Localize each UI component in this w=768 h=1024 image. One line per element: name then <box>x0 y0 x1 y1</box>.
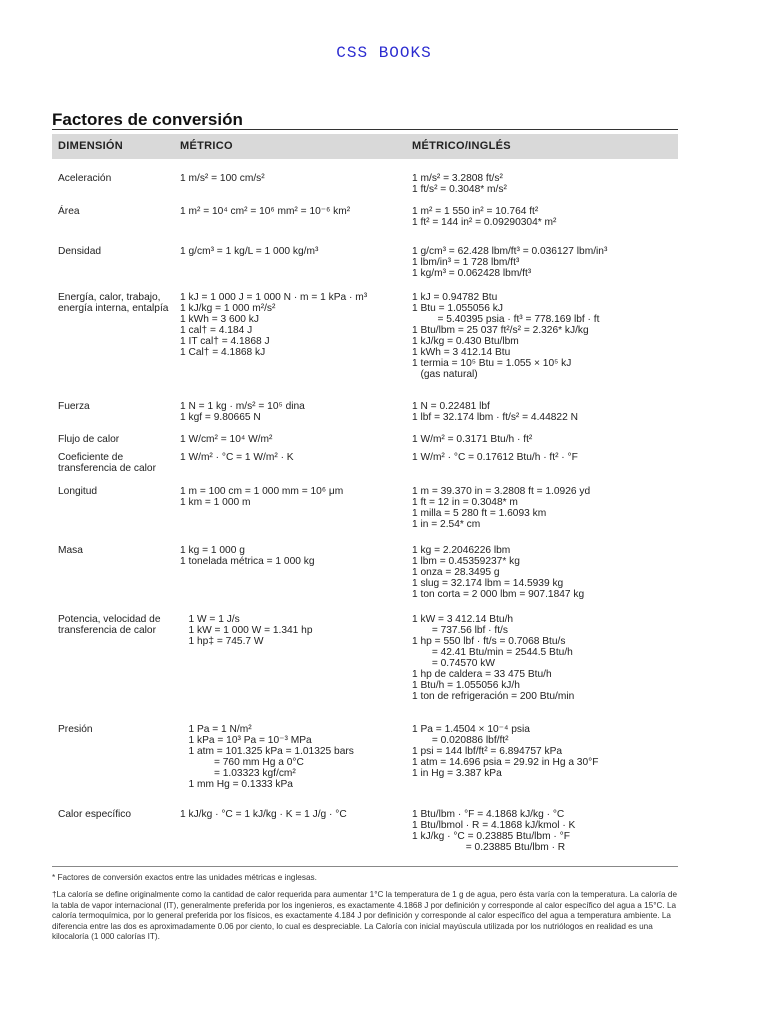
dimension-cell: Masa <box>58 545 83 556</box>
conversion-line: 1 W/m² · °C = 1 W/m² · K <box>180 452 294 463</box>
dimension-cell: Densidad <box>58 246 102 257</box>
conversion-line: 1 kg/m³ = 0.062428 lbm/ft³ <box>412 268 532 279</box>
conversion-line: 1 m/s² = 3.2808 ft/s² <box>412 173 503 184</box>
dimension-cell: Flujo de calor <box>58 434 120 445</box>
conversion-line: 1 IT cal† = 4.1868 J <box>180 336 270 347</box>
metric-english-cell <box>412 206 556 228</box>
conversion-line: 1 N = 1 kg · m/s² = 10⁵ dina <box>180 401 305 412</box>
conversion-line: 1 in Hg = 3.387 kPa <box>412 768 502 779</box>
conversion-line: 1 kgf = 9.80665 N <box>180 412 261 423</box>
metric-cell <box>180 545 315 567</box>
metric-english-cell <box>412 486 590 530</box>
conversion-line: = 0.020886 lbf/ft² <box>412 735 509 746</box>
conversion-line: 1 kW = 3 412.14 Btu/h <box>412 614 514 625</box>
metric-english-cell <box>412 809 575 853</box>
metric-cell <box>180 724 354 790</box>
conversion-line: 1 W = 1 J/s <box>180 614 240 625</box>
metric-english-cell <box>412 292 599 380</box>
conversion-line: = 1.03323 kgf/cm² <box>180 768 296 779</box>
conversion-line: 1 onza = 28.3495 g <box>412 567 500 578</box>
metric-cell <box>180 486 343 508</box>
conversion-line: 1 ft² = 144 in² = 0.09290304* m² <box>412 217 557 228</box>
dimension-cell: Energía, calor, trabajo, energía interna, entalpía <box>58 292 169 314</box>
conversion-line: 1 kJ/kg = 0.430 Btu/lbm <box>412 336 519 347</box>
conversion-line: = 0.74570 kW <box>412 658 495 669</box>
site-banner: CSS BOOKS <box>336 44 432 62</box>
conversion-line: 1 tonelada métrica = 1 000 kg <box>180 556 315 567</box>
conversion-line: 1 kJ = 0.94782 Btu <box>412 292 498 303</box>
metric-english-cell <box>412 545 584 600</box>
table-header <box>52 134 678 159</box>
conversion-line: 1 kJ/kg · °C = 1 kJ/kg · K = 1 J/g · °C <box>180 809 347 820</box>
conversion-line: 1 kg = 2.2046226 lbm <box>412 545 511 556</box>
conversion-line: 1 kW = 1 000 W = 1.341 hp <box>180 625 313 636</box>
conversion-line: = 737.56 lbf · ft/s <box>412 625 508 636</box>
metric-cell <box>180 809 347 820</box>
conversion-line: 1 Btu/lbm · °F = 4.1868 kJ/kg · °C <box>412 809 565 820</box>
conversion-line: 1 atm = 101.325 kPa = 1.01325 bars <box>180 746 354 757</box>
metric-cell <box>180 614 313 647</box>
conversion-line: 1 lbm = 0.45359237* kg <box>412 556 520 567</box>
metric-cell <box>180 434 272 445</box>
header-metric: MÉTRICO <box>180 140 233 152</box>
metric-cell <box>180 401 305 423</box>
conversion-line: 1 m/s² = 100 cm/s² <box>180 173 265 184</box>
conversion-line: 1 m = 100 cm = 1 000 mm = 10⁶ μm <box>180 486 344 497</box>
conversion-line: 1 in = 2.54* cm <box>412 519 481 530</box>
conversion-line: 1 m = 39.370 in = 3.2808 ft = 1.0926 yd <box>412 486 591 497</box>
conversion-line: (gas natural) <box>412 369 478 380</box>
conversion-line: 1 cal† = 4.184 J <box>180 325 253 336</box>
conversion-line: 1 mm Hg = 0.1333 kPa <box>180 779 293 790</box>
conversion-line: = 0.23885 Btu/lbm · R <box>412 842 566 853</box>
metric-english-cell <box>412 452 578 463</box>
conversion-line: 1 ton corta = 2 000 lbm = 907.1847 kg <box>412 589 585 600</box>
conversion-line: 1 Pa = 1 N/m² <box>180 724 252 735</box>
metric-english-cell <box>412 401 578 423</box>
conversion-line: 1 ft = 12 in = 0.3048* m <box>412 497 518 508</box>
conversion-line: 1 kJ/kg · °C = 0.23885 Btu/lbm · °F <box>412 831 570 842</box>
metric-english-cell <box>412 614 574 702</box>
metric-cell <box>180 206 350 217</box>
conversion-line: 1 Btu = 1.055056 kJ <box>412 303 503 314</box>
dimension-cell: Área <box>58 206 80 217</box>
conversion-line: 1 Cal† = 4.1868 kJ <box>180 347 266 358</box>
metric-english-cell <box>412 434 532 445</box>
metric-cell <box>180 452 294 463</box>
conversion-line: 1 hp de caldera = 33 475 Btu/h <box>412 669 552 680</box>
conversion-line: 1 g/cm³ = 62.428 lbm/ft³ = 0.036127 lbm/in³ <box>412 246 608 257</box>
conversion-line: = 5.40395 psia · ft³ = 778.169 lbf · ft <box>412 314 600 325</box>
metric-cell <box>180 246 318 257</box>
page-title: Factores de conversión <box>52 110 243 129</box>
conversion-line: 1 W/cm² = 10⁴ W/m² <box>180 434 273 445</box>
conversion-line: 1 termia = 10⁵ Btu = 1.055 × 10⁵ kJ <box>412 358 572 369</box>
conversion-line: = 760 mm Hg a 0°C <box>180 757 304 768</box>
conversion-line: 1 slug = 32.174 lbm = 14.5939 kg <box>412 578 564 589</box>
conversion-line: 1 W/m² · °C = 0.17612 Btu/h · ft² · °F <box>412 452 578 463</box>
dimension-cell: Calor específico <box>58 809 132 820</box>
dimension-cell: Coeficiente de transferencia de calor <box>58 452 156 474</box>
dimension-cell: Presión <box>58 724 93 735</box>
conversion-line: 1 m² = 10⁴ cm² = 10⁶ mm² = 10⁻⁶ km² <box>180 206 351 217</box>
conversion-line: 1 m² = 1 550 in² = 10.764 ft² <box>412 206 539 217</box>
conversion-line: 1 lbf = 32.174 lbm · ft/s² = 4.44822 N <box>412 412 578 423</box>
conversion-line: 1 W/m² = 0.3171 Btu/h · ft² <box>412 434 533 445</box>
conversion-line: 1 Pa = 1.4504 × 10⁻⁴ psia <box>412 724 530 735</box>
metric-cell <box>180 292 367 358</box>
conversion-line: = 42.41 Btu/min = 2544.5 Btu/h <box>412 647 573 658</box>
conversion-line: 1 Btu/h = 1.055056 kJ/h <box>412 680 520 691</box>
metric-english-cell <box>412 246 607 279</box>
conversion-line: 1 lbm/in³ = 1 728 lbm/ft³ <box>412 257 520 268</box>
title-divider <box>52 129 678 130</box>
conversion-line: 1 hp‡ = 745.7 W <box>180 636 264 647</box>
conversion-line: 1 g/cm³ = 1 kg/L = 1 000 kg/m³ <box>180 246 319 257</box>
conversion-line: 1 psi = 144 lbf/ft² = 6.894757 kPa <box>412 746 563 757</box>
conversion-line: 1 milla = 5 280 ft = 1.6093 km <box>412 508 547 519</box>
dimension-cell: Potencia, velocidad de transferencia de calor <box>58 614 161 636</box>
conversion-line: 1 km = 1 000 m <box>180 497 251 508</box>
metric-english-cell <box>412 173 507 195</box>
conversion-line: 1 atm = 14.696 psia = 29.92 in Hg a 30°F <box>412 757 599 768</box>
conversion-line: 1 N = 0.22481 lbf <box>412 401 490 412</box>
conversion-line: 1 kWh = 3 412.14 Btu <box>412 347 511 358</box>
conversion-line: 1 kPa = 10³ Pa = 10⁻³ MPa <box>180 735 312 746</box>
dimension-cell: Fuerza <box>58 401 90 412</box>
header-metric-english: MÉTRICO/INGLÉS <box>412 140 511 152</box>
conversion-line: 1 Btu/lbm = 25 037 ft²/s² = 2.326* kJ/kg <box>412 325 589 336</box>
metric-english-cell <box>412 724 598 779</box>
footnote-calorie: †La caloría se define originalmente como la cantidad de calor requerida para aumentar 1°C la temperatura de 1 g de agua, pero ésta varía con la temperatura. La caloría de la tabla de vapor internacional (IT), generalmente preferida por los ingenieros, es exactamente 4.1868 J por definición y corresponde al calor específico del agua a 15°C. La caloría termoquímica, por lo general preferida por los físicos, es exactamente 4.184 J por definición y corresponde al calor específico del agua a temperatura ambiente. La diferencia entre las dos es aproximadamente 0.06 por ciento, lo cual es despreciable. La Caloría con inicial mayúscula utilizada por los nutriólogos en realidad es una kilocaloría (1 000 calorías IT). <box>52 890 677 941</box>
header-dimension: DIMENSIÓN <box>58 140 124 152</box>
conversion-line: 1 kg = 1 000 g <box>180 545 245 556</box>
metric-cell <box>180 173 265 184</box>
conversion-line: 1 hp = 550 lbf · ft/s = 0.7068 Btu/s <box>412 636 566 647</box>
conversion-line: 1 kJ = 1 000 J = 1 000 N · m = 1 kPa · m³ <box>180 292 368 303</box>
conversion-line: 1 kWh = 3 600 kJ <box>180 314 259 325</box>
table-bottom-divider <box>52 866 678 867</box>
conversion-line: 1 kJ/kg = 1 000 m²/s² <box>180 303 276 314</box>
conversion-line: 1 ft/s² = 0.3048* m/s² <box>412 184 507 195</box>
conversion-line: 1 Btu/lbmol · R = 4.1868 kJ/kmol · K <box>412 820 576 831</box>
dimension-cell: Aceleración <box>58 173 112 184</box>
dimension-cell: Longitud <box>58 486 98 497</box>
footnote-exact: * Factores de conversión exactos entre las unidades métricas e inglesas. <box>52 873 317 882</box>
conversion-line: 1 ton de refrigeración = 200 Btu/min <box>412 691 575 702</box>
